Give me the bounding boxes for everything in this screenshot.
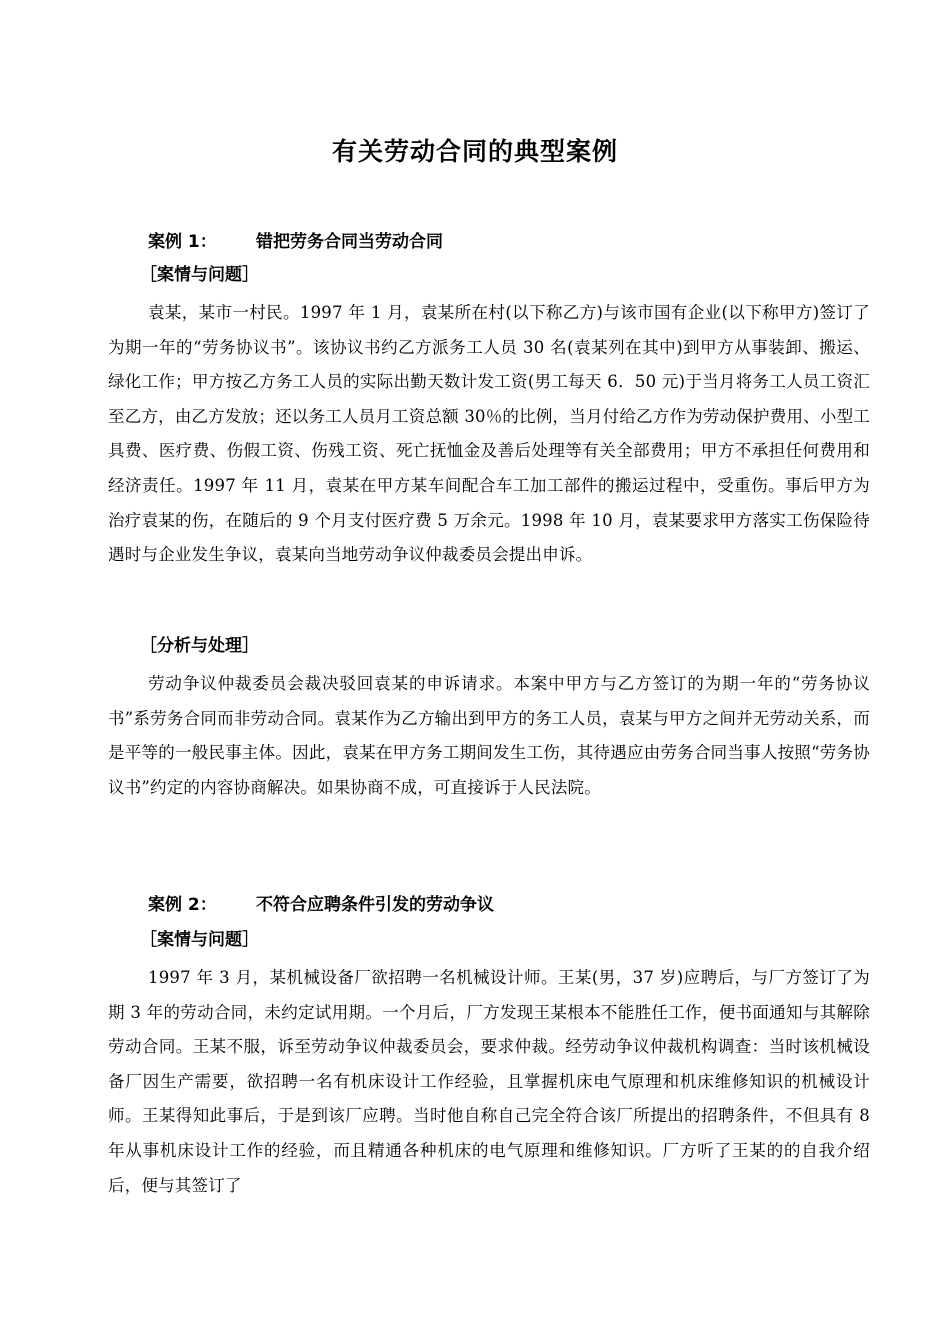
case-heading	[148, 892, 494, 918]
section-heading-facts: ［案情与问题］	[140, 265, 259, 285]
section-heading-facts: ［案情与问题］	[140, 930, 259, 950]
case-facts-paragraph: 袁某，某市一村民。1997 年 1 月，袁某所在村(以下称乙方)与该市国有企业(以下称甲方)签订了为期一年的“劳务协议书”。该协议书约乙方派务工人员 30 名(袁某列在其中)到甲方从事装卸、搬运、绿化工作；甲方按乙方务工人员的实际出勤天数计发工资(男工每天 6．50 元)于当月将务工人员工资汇至乙方，由乙方发放；还以务工人员月工资总额 30％的比例，当月付给乙方作为劳动保护费用、小型工具费、医疗费、伤假工资、伤残工资、死亡抚恤金及善后处理等有关全部费用；甲方不承担任何费用和经济责任。1997 年 11 月，袁某在甲方某车间配合车工加工部件的搬运过程中，受重伤。事后甲方为治疗袁某的伤，在随后的 9 个月支付医疗费 5 万余元。1998 年 10 月，袁某要求甲方落实工伤保险待遇时与企业发生争议，袁某向当地劳动争议仲裁委员会提出申诉。	[108, 303, 870, 565]
case-title: 不符合应聘条件引发的劳动争议	[256, 895, 494, 915]
case-facts-paragraph: 1997 年 3 月，某机械设备厂欲招聘一名机械设计师。王某(男，37 岁)应聘后，与厂方签订了为期 3 年的劳动合同，未约定试用期。一个月后，厂方发现王某根本不能胜任工作，便书面通知与其解除劳动合同。王某不服，诉至劳动争议仲裁委员会，要求仲裁。经劳动争议仲裁机构调查：当时该机械设备厂因生产需要，欲招聘一名有机床设计工作经验，且掌握机床电气原理和机床维修知识的机械设计师。王某得知此事后，于是到该厂应聘。当时他自称自己完全符合该厂所提出的招聘条件，不但具有 8 年从事机床设计工作的经验，而且精通各种机床的电气原理和维修知识。厂方听了王某的的自我介绍后，便与其签订了	[108, 968, 870, 1195]
case-label: 案例 1：	[148, 232, 217, 252]
case-heading	[148, 229, 443, 255]
case-title: 错把劳务合同当劳动合同	[256, 232, 443, 252]
case-analysis-paragraph: 劳动争议仲裁委员会裁决驳回袁某的申诉请求。本案中甲方与乙方签订的为期一年的“劳务协议书”系劳务合同而非劳动合同。袁某作为乙方输出到甲方的务工人员，袁某与甲方之间并无劳动关系，而是平等的一般民事主体。因此，袁某在甲方务工期间发生工伤，其待遇应由劳务合同当事人按照“劳务协议书”约定的内容协商解决。如果协商不成，可直接诉于人民法院。	[108, 674, 870, 797]
case-label: 案例 2：	[148, 895, 217, 915]
section-heading-analysis: ［分析与处理］	[140, 636, 259, 656]
page-title: 有关劳动合同的典型案例	[331, 137, 618, 166]
